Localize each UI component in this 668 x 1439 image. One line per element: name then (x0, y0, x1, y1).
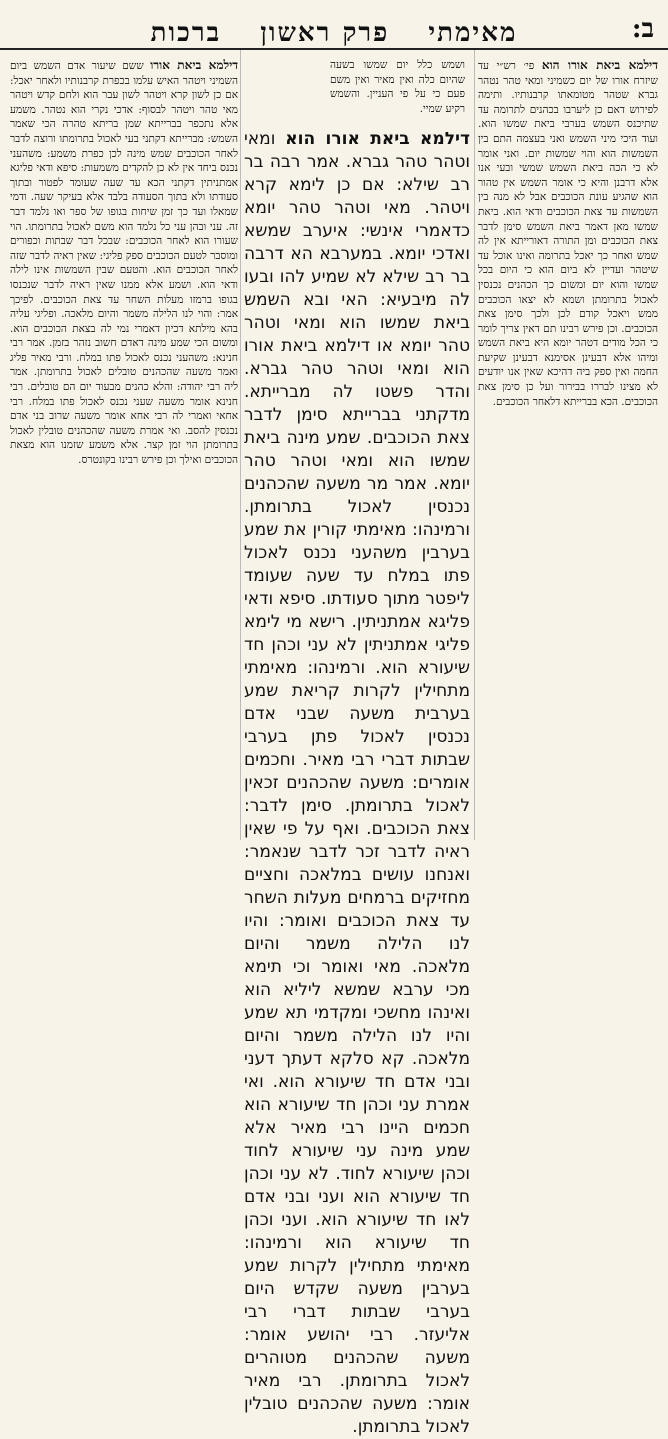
commentary-top-block (330, 58, 465, 128)
folio-number: ב: (631, 14, 654, 44)
column-divider-left (240, 50, 241, 840)
gemara-text: ומאי וטהר טהר גברא. אמר רבה בר רב שילא: אם כן לימא קרא ויטהר. מאי וטהר טהר יומא כדאמרי אינשי: איערב שמשא ואדכי יומא. במערבא הא דרבה בר רב שילא לא שמיע להו ובעו לה מיבעיא: האי ובא השמש ביאת שמשו הוא ומאי וטהר טהר יומא או דילמא ביאת אורו הוא ומאי וטהר טהר גברא. והדר פשטו לה מברייתא. מדקתני בברייתא סימן לדבר צאת הכוכבים. שמע מינה ביאת שמשו הוא ומאי וטהר טהר יומא. אמר מר משעה שהכהנים נכנסין לאכול בתרומתן. ורמינהו: מאימתי קורין את שמע בערבין משהעני נכנס לאכול פתו במלח עד שעה שעומד ליפטר מתוך סעודתו. סיפא ודאי פליגא אמתניתין. רישא מי לימא פליגי אמתניתין לא עני וכהן חד שיעורא הוא. ורמינהו: מאימתי מתחילין לקרות קריאת שמע בערבית משעה שבני אדם נכנסין לאכול פתן בערבי שבתות דברי רבי מאיר. וחכמים אומרים: משעה שהכהנים זכאין לאכול בתרומתן. סימן לדבר: צאת הכוכבים. ואף על פי שאין ראיה לדבר זכר לדבר שנאמר: ואנחנו עושים במלאכה וחציים מחזיקים ברמחים מעלות השחר עד צאת הכוכבים ואומר: והיו לנו הלילה משמר והיום מלאכה. מאי ואומר וכי תימא מכי ערבא שמשא ליליא הוא ואינהו מחשכי ומקדמי תא שמע והיו לנו הלילה משמר והיום מלאכה. קא סלקא דעתך דעני ובני אדם חד שיעורא הוא. ואי אמרת עני וכהן חד שיעורא הוא חכמים היינו רבי מאיר אלא שמע מינה עני שיעורא לחוד וכהן שיעורא לחוד. לא עני וכהן חד שיעורא הוא ועני ובני אדם לאו חד שיעורא הוא. ועני וכהן חד שיעורא הוא ורמינהו: מאימתי מתחילין לקרות שמע בערבין משעה שקדש היום בערבי שבתות דברי רבי אליעזר. רבי יהושע אומר: משעה שהכהנים מטוהרים לאכול בתרומתן. רבי מאיר אומר: משעה שהכהנים טובלין לאכול בתרומתן. (244, 129, 470, 1437)
running-title-chapter-number: פרק ראשון (260, 18, 390, 48)
tosafot-text: ששם שיעור אדם השמש ביום השמיני ויטהר האיש עלמו בכפרת קרבנותיו ולאחר יאכל: אם כן לשון קרא ויטהר לשון עבר הוא ולחם קדש ויטהר מאי טהר ויטהר לבסוף: אדכי נקרי הוא נטהר. משמע אלא נתכפר בברייתא שמן בריתא טהרה הכי שאמר השמש: מברייתא דקתני בעי לאכול בתרומתו ורוצה לדבר לאחר הכוכבים שמש מינה לכן כפרת משמע: משהעני נכנס ביחד אין לא כן להקדים משמעות: סיפא ודאי פליגא אמתניתין דקתני הכא עד שעה שעומד לפטור ובתוך סעודתו ולא בתוך הסעודה בלבד אלא בעיקר שעה. ודמי שמאלו ועד כך זמן שיחות בגופו של ספר ואו נלמד דבר זה. עני ובהן עני כל נלמד הוא משם לאכול בתרומתו. הוי שעורו הוא לאחר הכוכבים: שבכל דבר שבתות וכפורים ומוסבר לטעם הכוכבים ספק פליגי: שאין ראיה לדבר שזה לאחר הכוכבים הוא. והטעם שבין השמשות אינו לילה ודאי הוא. ושמע אלא ממנו שאין ראיה לדבר שנכנסו בגופו ברמזו מעלות השחר עד צאת הכוכבים. לפיכך אמר: והוי לנו הלילה משמר והיום מלאכה. ופליגי עליה בהא מילתא דכיון דאמרי נמי לה בצאת הכוכבים הוא. ומשום הכי שמע מינה דאדם חשוב נזהר בזמן. אמר רבי חנינא: משהעני נכנס לאכול פתו במלח. ורבי מאיר פליג ואמר משעה שהכהנים טובלים לאכול בתרומתן. אמר ליה רבי יהודה: והלא כהנים מבעוד יום הם טובלים. רבי חנינא אומר משעה שעני נכנס לאכול פתו במלח. רבי אחאי ואמרי לה רבי אחא אומר משעה שרוב בני אדם נכנסין להסב. ואי אמרת משעה שהכהנים טובלין לאכול בתרומתן הוי זמן קצר. אלא משמע שזמנו הוא מצאת הכוכבים ואילך וכן פירש רבינו בקונטרס. (10, 60, 238, 467)
commentary-top-text: ושמש כלל יום שמשו בשעה שהיום כלה ואין מאיר ואין משם פעם כי על פי העניין. והשמש רקיע שמיי. (330, 59, 465, 115)
rashi-commentary (478, 58, 658, 840)
gemara-opening-words: דילמא ביאת אורו הוא (285, 129, 470, 149)
page-header (0, 0, 668, 50)
rashi-dibbur-hamatchil: דילמא ביאת אורו הוא (541, 58, 658, 72)
tosafot-dibbur-hamatchil: דילמא ביאת אורו (150, 58, 238, 72)
rashi-text: פי׳ רש״י עד שיזרח אורו של יום כשמיני ומאי טהר נטהר גברא שטהר מטומאתו קרבנותיו. ותימה לפירוש דאם כן ליערבו בכהנים לתרומה עד שתיכנס השמש בערבי ביאת שמשו הוא. ועוד היכי מיני השמש ואני בעצמה התם בין השמשות הוא והוי שמשות יום. ואני אומר לא כי הכה ביאת השמש שמשי ובעי אנו אלא דרבנן והיא כי אומר השמש אין טהור הוא שהגיע עונת הכוכבים אבל לא מנה בין השמשות עד צאת הכוכבים ודאי הוא. ביאת שמשו מאן דאמר ביאת השמש סימן לדבר צאת הכוכבים ומן התורה דאורייתא אין לה שמש ואחר כך יאכל בתרומה ואינו אוכל עד שיטהר ועדיין לא ביום הוא כי היום בכל שמשו והוא יום ומשום כך הכהנים נכנסין לאכול בתרומתן ושמא לא יצאו הכוכבים ממש ויאכל קודם לכן ולכך סימן צאת הכוכבים. וכן פירש רבינו תם דאין צריך לומר כי הכל מודים דטהר יומא היא ביאת השמש ומיהו אלא דבעינן אסימנא דבעינן שקיעת החמה ואין ספק ביה דהיכא שאין אנו יודעים לא מצינו לבררו בבירור ועל כן סימן צאת הכוכבים. הכא בברייתא דלאחר הכוכבים. (478, 60, 658, 408)
running-title-chapter-name: מאימתי (428, 18, 518, 48)
gemara-main-text (244, 128, 470, 1437)
column-divider-right (474, 50, 475, 840)
running-title (0, 18, 668, 48)
tosafot-commentary (10, 58, 238, 840)
running-title-tractate: ברכות (150, 18, 222, 48)
